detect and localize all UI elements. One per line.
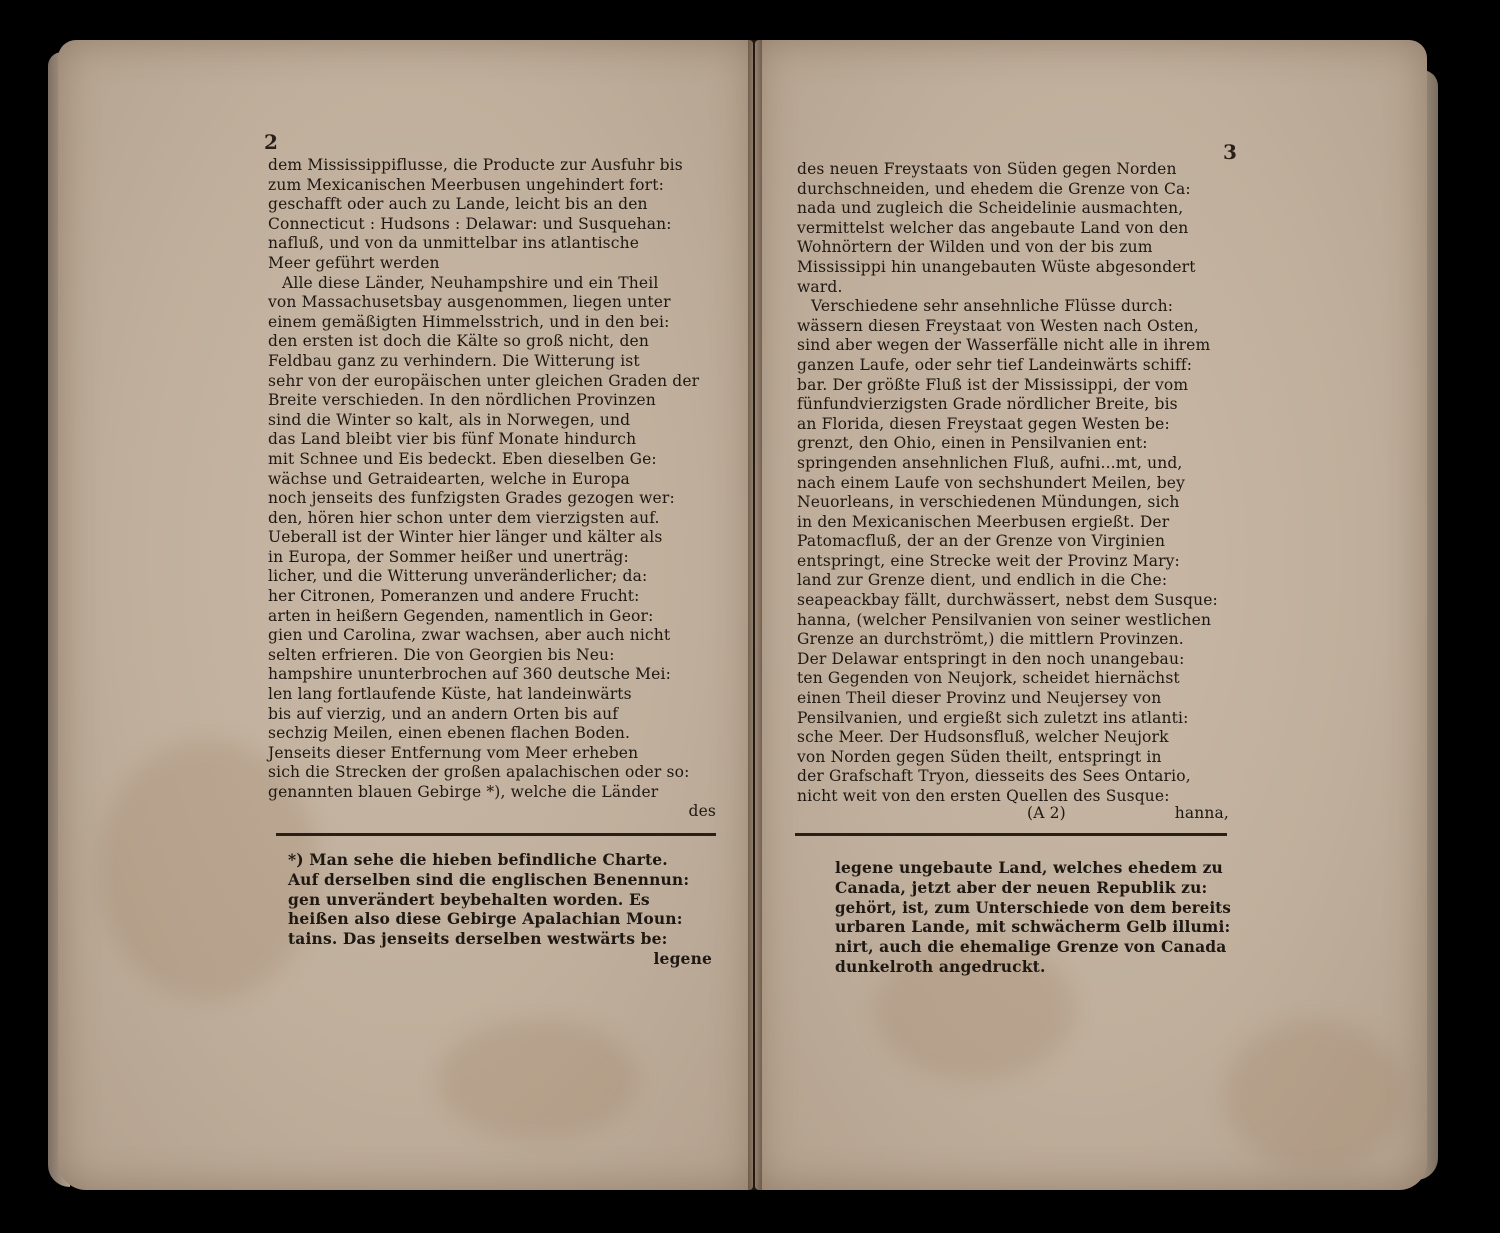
book-gutter [748, 40, 762, 1190]
text-line: Neuorleans, in verschiedenen Mündungen, sich [797, 493, 1180, 512]
text-line: einem gemäßigten Himmelsstrich, und in den bei: [268, 312, 670, 331]
page-number: 3 [1223, 140, 1237, 164]
text-line: arten in heißern Gegenden, namentlich in Geor: [268, 606, 654, 625]
text-line: von Massachusetsbay ausgenommen, liegen unter [268, 293, 671, 312]
text-line: nicht weit von den ersten Quellen des Susque: [797, 787, 1170, 805]
footnote-line: dunkelroth angedruckt. [835, 956, 1046, 976]
text-line: Der Delawar entspringt in den noch unangebau: [797, 649, 1185, 668]
text-line: Patomacfluß, der an der Grenze von Virginien [797, 532, 1166, 551]
text-line: von Norden gegen Süden theilt, entspringt in [797, 747, 1162, 766]
footnote-line: urbaren Lande, mit schwächerm Gelb illumi: [835, 917, 1231, 937]
text-line: bar. Der größte Fluß ist der Mississippi, der vom [797, 375, 1189, 394]
text-line: hampshire ununterbrochen auf 360 deutsche Mei: [268, 665, 671, 684]
text-line: sechzig Meilen, einen ebenen flachen Boden. [268, 724, 631, 743]
text-line: sich die Strecken der großen apalachischen oder so: [268, 763, 690, 782]
text-line: Verschiedene sehr ansehnliche Flüsse durch: [811, 297, 1174, 316]
text-line: mit Schnee und Eis bedeckt. Eben dieselben Ge: [268, 449, 657, 468]
text-line: hanna, (welcher Pensilvanien von seiner westlichen [797, 610, 1212, 629]
text-line: in Europa, der Sommer heißer und unerträg: [268, 547, 629, 566]
footnote-catchword-block [288, 949, 712, 969]
footnote-line: Auf derselben sind die englischen Benennun: [288, 869, 690, 889]
text-line: her Citronen, Pomeranzen und andere Frucht: [268, 587, 640, 606]
footnote-line: *) Man sehe die hieben befindliche Charte. [288, 850, 668, 869]
footnote-rule [276, 833, 716, 836]
text-line: dem Mississippiflusse, die Producte zur Ausfuhr bis [268, 156, 683, 174]
text-line: den ersten ist doch die Kälte so groß nicht, den [268, 332, 649, 351]
footnote-rule [795, 833, 1227, 836]
text-line: Jenseits dieser Entfernung vom Meer erheben [268, 743, 639, 762]
paper-stain [1225, 1020, 1405, 1170]
text-line: bis auf vierzig, und an andern Orten bis auf [268, 704, 619, 723]
text-line: springenden ansehnlichen Fluß, aufni...mt, und, [797, 453, 1183, 472]
text-line: ward. [797, 277, 843, 296]
text-line: Connecticut : Hudsons : Delawar: und Susquehan: [268, 214, 672, 233]
catchword: hanna, [1174, 804, 1229, 822]
text-line: Meer geführt werden [268, 253, 440, 272]
footnote-line: legene ungebaute Land, welches ehedem zu [835, 858, 1223, 877]
text-line: Mississippi hin unangebauten Wüste abgesondert [797, 257, 1196, 276]
text-line: zum Mexicanischen Meerbusen ungehindert fort: [268, 175, 664, 194]
text-line: einen Theil dieser Provinz und Neujersey von [797, 689, 1162, 708]
page-number: 2 [264, 130, 278, 154]
text-line: ten Gegenden von Neujork, scheidet hiernächst [797, 669, 1180, 688]
footnote-line: Canada, jetzt aber der neuen Republik zu: [835, 877, 1208, 897]
text-line: Ueberall ist der Winter hier länger und kälter als [268, 528, 663, 547]
text-line: grenzt, den Ohio, einen in Pensilvanien ent: [797, 434, 1148, 453]
body-text [268, 156, 716, 803]
text-line: genannten blauen Gebirge *), welche die Länder [268, 783, 659, 801]
right-page [755, 40, 1427, 1190]
text-line: nafluß, und von da unmittelbar ins atlantische [268, 234, 640, 253]
text-line: ganzen Laufe, oder sehr tief Landeinwärts schiff: [797, 355, 1193, 374]
text-line: fünfundvierzigsten Grade nördlicher Breite, bis [797, 395, 1178, 414]
text-line: sind aber wegen der Wasserfälle nicht alle in ihrem [797, 336, 1211, 355]
text-line: vermittelst welcher das angebaute Land von den [797, 218, 1189, 237]
text-line: sind die Winter so kalt, als in Norwegen, und [268, 410, 631, 429]
footnote-line: gen unverändert beybehalten worden. Es [288, 889, 650, 909]
text-line: das Land bleibt vier bis fünf Monate hindurch [268, 430, 637, 449]
text-line: entspringt, eine Strecke weit der Provinz Mary: [797, 551, 1180, 570]
text-line: in den Mexicanischen Meerbusen ergießt. Der [797, 512, 1170, 531]
footnote-line: nirt, auch die ehemalige Grenze von Canada [835, 937, 1227, 957]
text-line: seapeackbay fällt, durchwässert, nebst dem Susque: [797, 591, 1218, 610]
text-line: gien und Carolina, zwar wachsen, aber auch nicht [268, 626, 671, 645]
text-line: Pensilvanien, und ergießt sich zuletzt ins atlanti: [797, 708, 1189, 727]
text-line: Wohnörtern der Wilden und von der bis zum [797, 238, 1153, 257]
footnote-line: gehört, ist, zum Unterschiede von dem bereits [835, 897, 1231, 917]
catchword: des [688, 802, 716, 820]
text-line: geschafft oder auch zu Lande, leicht bis an den [268, 195, 648, 214]
catchword-block [268, 802, 716, 822]
text-line: der Grafschaft Tryon, diesseits des Sees Ontario, [797, 767, 1191, 786]
text-line: des neuen Freystaats von Süden gegen Norden [797, 160, 1177, 178]
signature-line [797, 804, 1229, 824]
footnote-line: heißen also diese Gebirge Apalachian Moun: [288, 909, 683, 929]
text-line: Grenze an durchströmt,) die mittlern Provinzen. [797, 630, 1184, 649]
text-line: wässern diesen Freystaat von Westen nach Osten, [797, 316, 1199, 335]
footnote-text [288, 850, 712, 949]
text-line: Feldbau ganz zu verhindern. Die Witterung ist [268, 351, 640, 370]
paper-stain [438, 1020, 638, 1140]
text-line: len lang fortlaufende Küste, hat landeinwärts [268, 685, 632, 704]
footnote-line: tains. Das jenseits derselben westwärts be: [288, 929, 668, 949]
text-line: sehr von der europäischen unter gleichen Graden der [268, 371, 700, 390]
text-line: wächse und Getraidearten, welche in Europa [268, 469, 630, 488]
text-line: licher, und die Witterung unveränderlicher; da: [268, 567, 648, 586]
footnote-text [835, 858, 1231, 977]
text-line: durchschneiden, und ehedem die Grenze von Ca: [797, 179, 1191, 198]
body-text [797, 160, 1229, 807]
signature-mark: (A 2) [1027, 804, 1066, 822]
text-line: den, hören hier schon unter dem vierzigsten auf. [268, 508, 660, 527]
text-line: sche Meer. Der Hudsonsfluß, welcher Neujork [797, 728, 1169, 747]
left-page [58, 40, 753, 1190]
footnote-catchword: legene [653, 949, 712, 968]
text-line: nach einem Laufe von sechshundert Meilen, bey [797, 473, 1185, 492]
text-line: an Florida, diesen Freystaat gegen Westen be: [797, 414, 1170, 433]
text-line: noch jenseits des funfzigsten Grades gezogen wer: [268, 489, 675, 508]
text-line: Alle diese Länder, Neuhampshire und ein Theil [282, 273, 659, 292]
text-line: selten erfrieren. Die von Georgien bis Neu: [268, 645, 615, 664]
text-line: Breite verschieden. In den nördlichen Provinzen [268, 391, 656, 410]
text-line: nada und zugleich die Scheidelinie ausmachten, [797, 199, 1184, 218]
text-line: land zur Grenze dient, und endlich in die Che: [797, 571, 1168, 590]
